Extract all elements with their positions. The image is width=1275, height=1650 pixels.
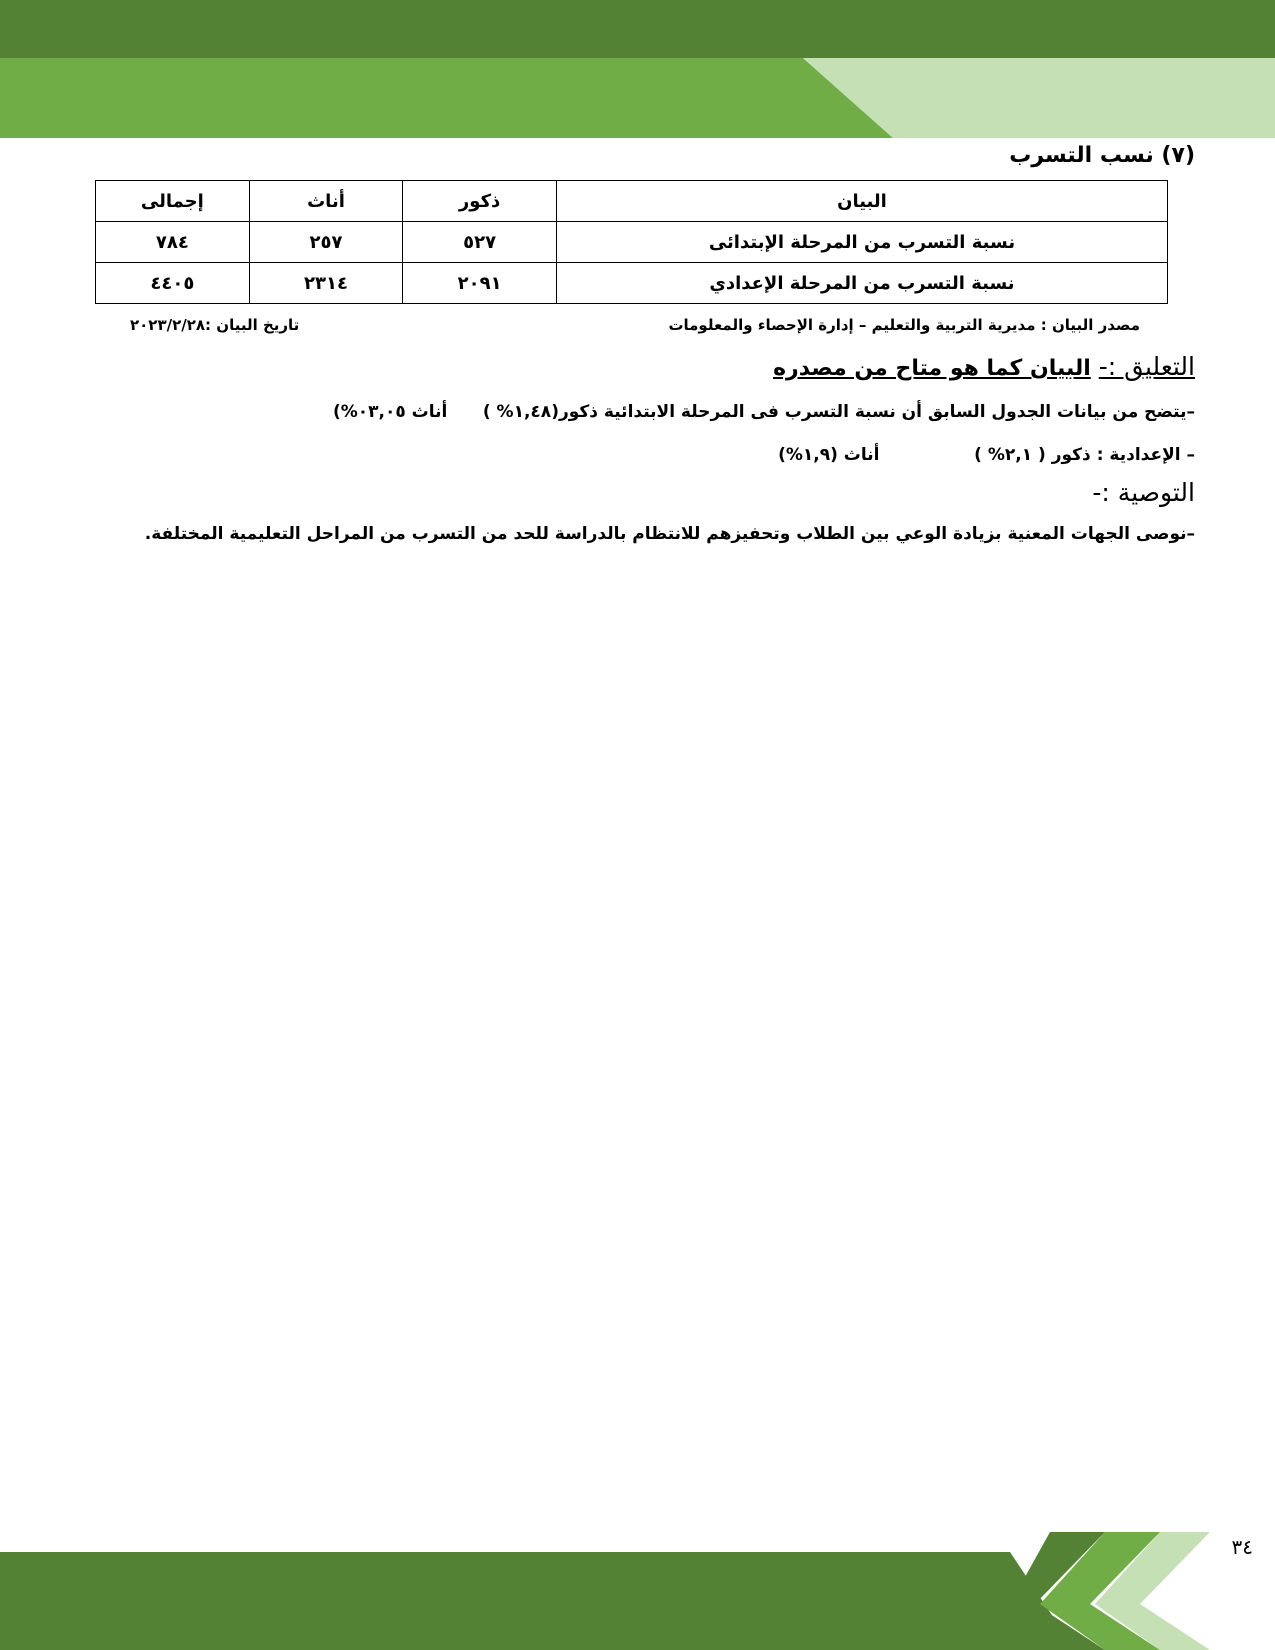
header-banner xyxy=(0,0,1275,140)
recommendation-text: –نوصى الجهات المعنية بزيادة الوعي بين الطلاب وتحفيزهم للانتظام بالدراسة للحد من التسرب من المراحل التعليمية المختلفة. xyxy=(144,524,1195,544)
data-date: تاريخ البيان :٢٠٢٣/٢/٢٨ xyxy=(130,316,300,334)
table-row xyxy=(96,222,1168,263)
table-header-row xyxy=(96,181,1168,222)
data-source: مصدر البيان : مديرية التربية والتعليم – إدارة الإحصاء والمعلومات xyxy=(668,316,1140,334)
comment-label: التعليق :- xyxy=(1098,352,1195,381)
section-title: (٧) نسب التسرب xyxy=(1009,143,1195,168)
cell-males: ٢٠٩١ xyxy=(403,263,557,304)
cell-females: ٢٥٧ xyxy=(249,222,403,263)
page-number: ٣٤ xyxy=(1231,1535,1253,1559)
comment-line-primary: –يتضح من بيانات الجدول السابق أن نسبة التسرب فى المرحلة الابتدائية ذكور(١,٤٨% ) أناث ٠٣,٠٥%) xyxy=(332,402,1195,422)
footer-banner xyxy=(0,1532,1275,1650)
row-label: نسبة التسرب من المرحلة الإعدادي xyxy=(556,263,1167,304)
col-header-description: البيان xyxy=(556,181,1167,222)
cell-total: ٧٨٤ xyxy=(96,222,250,263)
col-header-total: إجمالى xyxy=(96,181,250,222)
col-header-females: أناث xyxy=(249,181,403,222)
comment-heading xyxy=(773,352,1195,381)
recommendation-heading: التوصية :- xyxy=(1092,478,1195,507)
comment-line-preparatory: – الإعدادية : ذكور ( ٢,١% ) أناث (١,٩%) xyxy=(778,445,1195,465)
dropout-table xyxy=(95,180,1168,304)
comment-emphasis: البيان كما هو متاح من مصدره xyxy=(773,356,1091,381)
cell-males: ٥٢٧ xyxy=(403,222,557,263)
cell-females: ٢٣١٤ xyxy=(249,263,403,304)
col-header-males: ذكور xyxy=(403,181,557,222)
table-row xyxy=(96,263,1168,304)
row-label: نسبة التسرب من المرحلة الإبتدائى xyxy=(556,222,1167,263)
cell-total: ٤٤٠٥ xyxy=(96,263,250,304)
